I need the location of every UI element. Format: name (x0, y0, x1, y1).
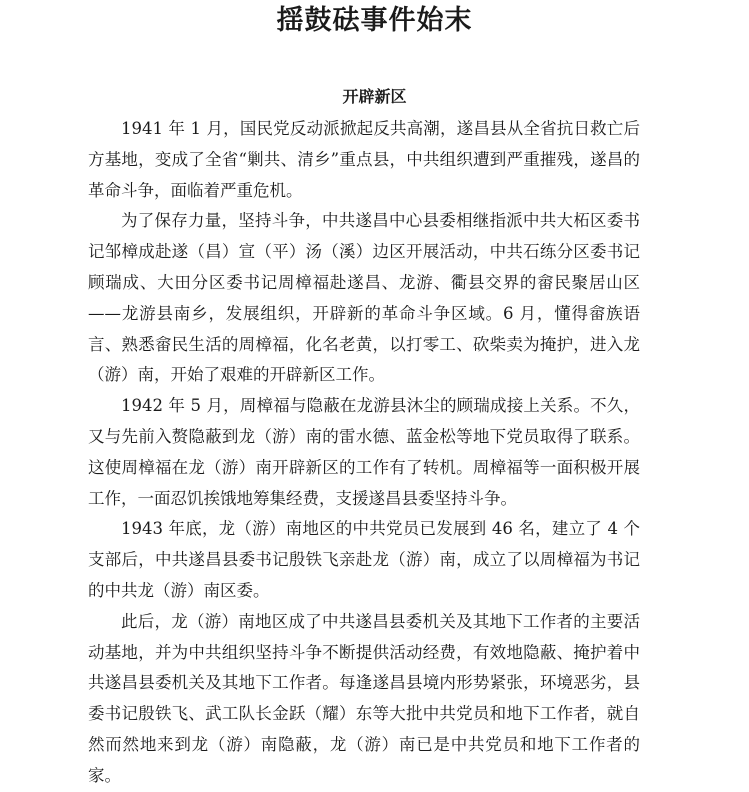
paragraph: 1942 年 5 月，周樟福与隐蔽在龙游县沐尘的顾瑞成接上关系。不久，又与先前入赘隐蔽到龙（游）南的雷水德、蓝金松等地下党员取得了联系。这使周樟福在龙（游）南开辟新区的工作有了转机。周樟福等一面积极开展工作，一面忍饥挨饿地筹集经费，支援遂昌县委坚持斗争。 (88, 396, 640, 508)
document-title: 揺鼓砝事件始末 (276, 5, 473, 36)
paragraph: 此后，龙（游）南地区成了中共遂昌县委机关及其地下工作者的主要活动基地，并为中共组织坚持斗争不断提供活动经费，有效地隐蔽、掩护着中共遂昌县委机关及其地下工作者。每逢遂昌县境内形势紧张，环境恶劣，县委书记殷铁飞、武工队长金跃（耀）东等大批中共党员和地下工作者，就自然而然地来到龙（游）南隐蔽，龙（游）南已是中共党员和地下工作者的家。 (88, 611, 640, 785)
paragraph: 为了保存力量，坚持斗争，中共遂昌中心县委相继指派中共大柘区委书记邹樟成赴遂（昌）宣（平）汤（溪）边区开展活动，中共石练分区委书记顾瑞成、大田分区委书记周樟福赴遂昌、龙游、衢县交界的畲民聚居山区——龙游县南乡，发展组织，开辟新的革命斗争区域。6 月，懂得畲族语言、熟悉畲民生活的周樟福，化名老黄，以打零工、砍柴卖为掩护，进入龙（游）南，开始了艰难的开辟新区工作。 (88, 211, 640, 385)
body-text (88, 114, 640, 792)
section-heading: 开辟新区 (342, 87, 407, 106)
paragraph: 1941 年 1 月，国民党反动派掀起反共高潮，遂昌县从全省抗日救亡后方基地，变成了全省“剿共、清乡”重点县，中共组织遭到严重摧残，遂昌的革命斗争，面临着严重危机。 (88, 119, 640, 200)
paragraph: 1943 年底，龙（游）南地区的中共党员已发展到 46 名，建立了 4 个支部后，中共遂昌县委书记殷铁飞亲赴龙（游）南，成立了以周樟福为书记的中共龙（游）南区委。 (88, 519, 640, 600)
